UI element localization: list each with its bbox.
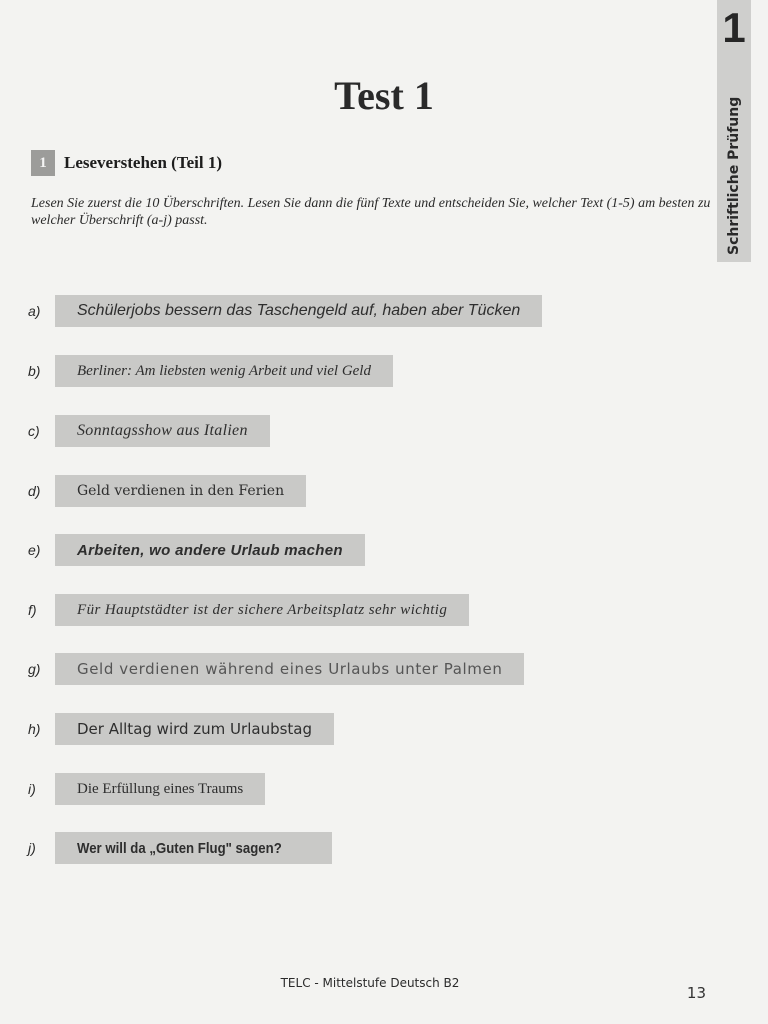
chapter-side-tab — [717, 0, 751, 262]
headline-item — [28, 475, 306, 507]
headline-text: Arbeiten, wo andere Urlaub machen — [55, 534, 365, 566]
section-number-badge: 1 — [31, 150, 55, 176]
instructions-text: Lesen Sie zuerst die 10 Überschriften. Lesen Sie dann die fünf Texte und entscheiden Sie, welcher Text (1-5) am besten zu welcher Überschrift (a-j) passt. — [31, 196, 711, 228]
headline-item — [28, 773, 265, 805]
headline-letter: d) — [28, 483, 41, 499]
chapter-label: Schriftliche Prüfung — [726, 96, 742, 255]
headline-letter: f) — [28, 602, 37, 618]
headline-text: Der Alltag wird zum Urlaubstag — [55, 713, 334, 745]
headline-text: Berliner: Am liebsten wenig Arbeit und viel Geld — [55, 355, 393, 387]
headline-letter: a) — [28, 303, 41, 319]
page-number: 13 — [686, 984, 706, 1002]
headline-item — [28, 713, 334, 745]
headline-letter: h) — [28, 721, 41, 737]
headline-text: Geld verdienen während eines Urlaubs unter Palmen — [55, 653, 524, 685]
headline-letter: i) — [28, 781, 36, 797]
headline-item — [28, 653, 524, 685]
page-footer: TELC - Mittelstufe Deutsch B2 — [280, 976, 460, 990]
chapter-number: 1 — [722, 4, 746, 51]
page-title: Test 1 — [334, 73, 434, 118]
headline-text: Geld verdienen in den Ferien — [55, 475, 306, 507]
headline-text: Schülerjobs bessern das Taschengeld auf, haben aber Tücken — [55, 295, 542, 327]
headline-letter: g) — [28, 661, 41, 677]
headline-box — [55, 832, 332, 864]
headline-text: Wer will da „Guten Flug" sagen? — [77, 839, 282, 857]
headline-text: Sonntagsshow aus Italien — [55, 415, 270, 447]
headline-letter: b) — [28, 363, 41, 379]
headline-text: Für Hauptstädter ist der sichere Arbeitsplatz sehr wichtig — [55, 594, 469, 626]
headline-item — [28, 832, 332, 864]
section-heading — [31, 150, 222, 176]
section-title: Leseverstehen (Teil 1) — [64, 153, 223, 172]
headline-item — [28, 355, 393, 387]
headline-item — [28, 295, 542, 327]
headline-item — [28, 415, 270, 447]
headline-letter: j) — [28, 840, 36, 856]
headline-item — [28, 534, 365, 566]
headline-item — [28, 594, 469, 626]
headline-text: Die Erfüllung eines Traums — [55, 773, 265, 805]
headline-letter: e) — [28, 542, 41, 558]
headline-letter: c) — [28, 423, 40, 439]
